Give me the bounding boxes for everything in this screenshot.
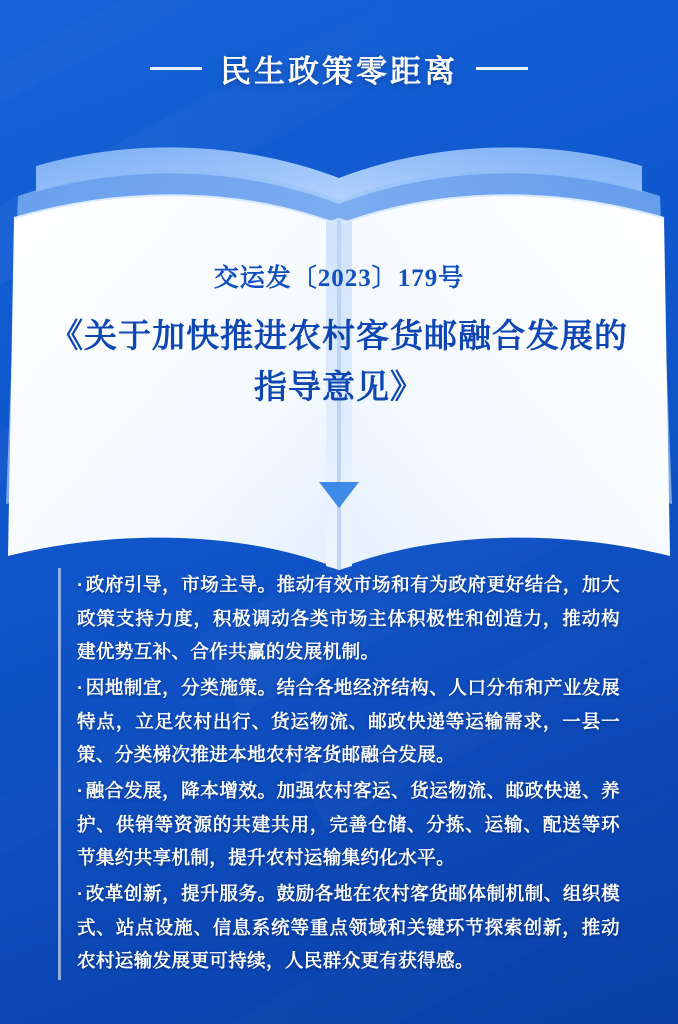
header-left-rule-icon (150, 67, 202, 70)
bullet-dot-icon: · (77, 882, 84, 904)
list-item-text: 因地制宜，分类施策。结合各地经济结构、人口分布和产业发展特点，立足农村出行、货运物流、邮政快递等运输需求，一县一策、分类梯次推进本地农村客货邮融合发展。 (77, 676, 620, 766)
document-number: 交运发〔2023〕179号 (213, 265, 465, 292)
list-item (77, 671, 620, 772)
list-item-text: 改革创新，提升服务。鼓励各地在农村客货邮体制机制、组织模式、站点设施、信息系统等重点领域和关键环节探索创新，推动农村运输发展更可持续，人民群众更有获得感。 (77, 882, 620, 972)
header-inner (150, 46, 528, 91)
list-item (77, 774, 620, 875)
document-header-block (0, 258, 678, 414)
list-item-text: 融合发展，降本增效。加强农村客运、货运物流、邮政快递、养护、供销等资源的共建共用，完善仓储、分拣、运输、配送等环节集约共享机制，提升农村运输集约化水平。 (77, 779, 620, 869)
list-item (77, 877, 620, 978)
page-title: 民生政策零距离 (220, 54, 458, 89)
bullet-dot-icon: · (77, 676, 84, 698)
bullet-dot-icon: · (77, 779, 84, 801)
triangle-down-icon (319, 482, 359, 508)
list-item (77, 568, 620, 669)
list-item-text: 政府引导，市场主导。推动有效市场和有为政府更好结合，加大政策支持力度，积极调动各类市场主体积极性和创造力，推动构建优势互补、合作共赢的发展机制。 (77, 574, 620, 663)
document-title: 《关于加快推进农村客货邮融合发展的指导意见》 (50, 319, 628, 407)
policy-principles-list (58, 568, 620, 980)
bullet-dot-icon: · (77, 574, 84, 595)
header-right-rule-icon (476, 67, 528, 70)
poster-header (0, 46, 678, 91)
